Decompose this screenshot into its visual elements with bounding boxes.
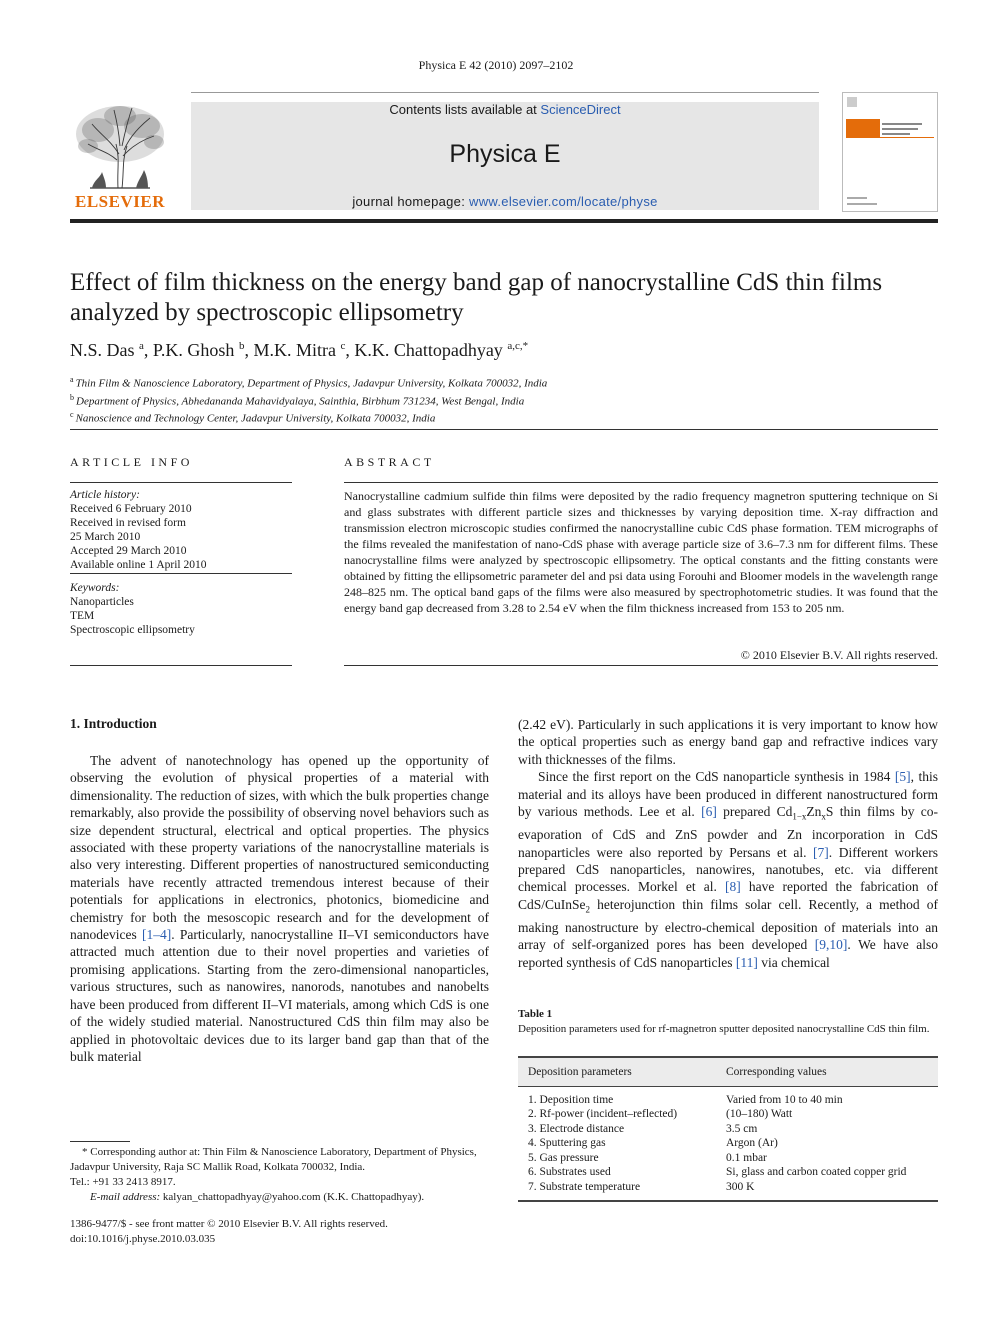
subscript: 1−x <box>792 811 807 822</box>
table-row <box>518 1165 938 1180</box>
footnote <box>70 1145 489 1205</box>
sciencedirect-link[interactable]: ScienceDirect <box>540 102 621 117</box>
author[interactable]: M.K. Mitra $^c$ <box>253 340 346 360</box>
article-info-heading: ARTICLE INFO <box>70 455 193 469</box>
table-row <box>518 1180 938 1195</box>
table-cell: 1. Deposition time <box>528 1093 614 1106</box>
homepage-prefix: journal homepage: <box>352 194 470 209</box>
running-head: Physica E 42 (2010) 2097–2102 <box>418 58 574 72</box>
keyword: TEM <box>70 610 95 622</box>
front-matter <box>70 1217 489 1247</box>
history-item: Received in revised form <box>70 517 186 529</box>
table-header-cell: Deposition parameters <box>528 1065 632 1078</box>
corresponding-author-note: * Corresponding author at: Thin Film & Nanoscience Laboratory, Department of Physics, Jadavpur University, Raja SC Mallik Road, Kolkata 700032, India. <box>70 1146 477 1173</box>
table-cell: (10–180) Watt <box>726 1108 793 1120</box>
divider <box>70 573 292 574</box>
table-cell: 0.1 mbar <box>726 1151 767 1164</box>
table-label: Table 1 <box>518 1008 553 1020</box>
email-line <box>70 1190 489 1205</box>
abstract-text: Nanocrystalline cadmium sulfide thin films were deposited by the radio frequency magnetron sputtering technique on Si and glass substrates with different particle sizes and thicknesses by varying deposition time. X-ray diffraction and transmission electron microscopic studies confirmed the nanocrystalline cubic CdS phase formation. TEM micrographs of the films revealed the manifestation of nano-CdS phase with average particle size of 3.6–7.3 nm for different films. These nanocrystalline films were analyzed by spectroscopic ellipsometry. The optical constants and the fitting constants were obtained by fitting the ellipsometric parameter del and psi data using Forouhi and Bloomer models in the wavelength range 248–825 nm. The optical band gaps of the films were also measured by spectrophotometric studies. It was found that the energy band gap decreased from 3.28 to 2.54 eV when the film thickness increased from 153 to 205 nm. <box>344 489 938 615</box>
article-title: Effect of film thickness on the energy band gap of nanocrystalline CdS thin films analyzed by spectroscopic ellipsometry <box>70 269 883 326</box>
body-column-left <box>70 752 489 1065</box>
citation-link[interactable]: [6] <box>701 804 717 820</box>
table-body <box>518 1087 938 1195</box>
table-caption-text: Deposition parameters used for rf-magnetron sputter deposited nanocrystalline CdS thin film. <box>518 1022 930 1035</box>
table-cell: 7. Substrate temperature <box>528 1180 641 1193</box>
table-row <box>518 1093 938 1108</box>
homepage-line <box>191 194 819 209</box>
affiliation: $^c$ Nanoscience and Technology Center, Jadavpur University, Kolkata 700032, India <box>70 410 436 425</box>
author-list: N.S. Das $^a$, P.K. Ghosh $^b$, M.K. Mitra $^c$, K.K. Chattopadhyay $^{a,c,*}$ <box>70 340 529 360</box>
article-info <box>70 488 292 637</box>
journal-homepage-link[interactable]: www.elsevier.com/locate/physe <box>469 194 658 209</box>
doi-link[interactable]: doi:10.1016/j.physe.2010.03.035 <box>70 1233 216 1245</box>
abstract-heading: ABSTRACT <box>344 455 435 469</box>
table-cell: 3. Electrode distance <box>528 1122 625 1135</box>
table-cell: Argon (Ar) <box>726 1137 778 1149</box>
table-cell: 5. Gas pressure <box>528 1151 599 1164</box>
masthead-bottom-rule <box>70 219 938 223</box>
table-deposition-parameters <box>518 1056 938 1202</box>
citation-link[interactable]: [7] <box>813 844 829 860</box>
table-cell: 2. Rf-power (incident–reflected) <box>528 1108 678 1120</box>
affiliation: $^a$ Thin Film & Nanoscience Laboratory, Department of Physics, Jadavpur University, Kolkata 700032, India <box>70 375 548 390</box>
divider <box>70 482 292 483</box>
table-cell: 3.5 cm <box>726 1122 758 1135</box>
history-label: Article history: <box>70 489 140 501</box>
divider <box>70 429 938 430</box>
affiliation: $^b$ Department of Physics, Abhedananda Mahavidyalaya, Sainthia, Birbhum 731234, West Bengal, India <box>70 392 525 408</box>
table-row <box>518 1151 938 1166</box>
table-row <box>518 1107 938 1122</box>
author[interactable]: K.K. Chattopadhyay $^{a,c,*}$ <box>354 340 529 360</box>
table-header-cell: Corresponding values <box>726 1065 827 1078</box>
history-item: 25 March 2010 <box>70 531 141 543</box>
author[interactable]: P.K. Ghosh $^b$ <box>152 340 245 360</box>
table-bottom-rule <box>518 1200 938 1202</box>
keyword: Nanoparticles <box>70 596 134 608</box>
abstract-copyright: © 2010 Elsevier B.V. All rights reserved. <box>740 648 938 662</box>
table-cell: 4. Sputtering gas <box>528 1137 606 1149</box>
subscript: 2 <box>585 904 591 915</box>
citation-link[interactable]: [1–4] <box>141 927 172 943</box>
email-address[interactable]: kalyan_chattopadhyay@yahoo.com (K.K. Chattopadhyay). <box>160 1191 425 1203</box>
table-cell: Varied from 10 to 40 min <box>726 1093 843 1106</box>
masthead-top-rule <box>191 92 819 93</box>
affiliations <box>70 373 938 426</box>
publisher-wordmark: ELSEVIER <box>75 192 165 211</box>
citation-link[interactable]: [5] <box>894 769 911 785</box>
author[interactable]: N.S. Das $^a$ <box>70 340 144 360</box>
body-column-right <box>518 716 938 971</box>
contents-line <box>191 102 819 117</box>
paragraph: (2.42 eV). Particularly in such applications it is very important to know how the optical properties such as energy band gap and refractive indices vary with thicknesses of the films. <box>518 717 938 767</box>
table-caption <box>518 1007 938 1036</box>
contents-prefix: Contents lists available at <box>389 102 541 117</box>
table-cell: Si, glass and carbon coated copper grid <box>726 1166 907 1178</box>
table-row <box>518 1122 938 1137</box>
history-item: Accepted 29 March 2010 <box>70 545 187 557</box>
table-cell: 300 K <box>726 1180 755 1193</box>
telephone: Tel.: +91 33 2413 8917. <box>70 1176 176 1188</box>
journal-cover-thumbnail-icon <box>842 92 938 212</box>
paragraph: The advent of nanotechnology has opened up the opportunity of observing the evolution of physical properties of a material with dimensionality. The reduction of sizes, with which the bulk properties change remarkably, also provide the possibility of observing novel behaviors such as size dependent structural, electrical and optical properties. The physics associated with these property variations of the nanocrystalline materials is also very interesting. Different properties of nanostructured semiconducting materials have recently attracted tremendous interest because of their potentials for applications in electronics, photonics, biomedicine and chemistry for both the mesoscopic research and for the development of nanodevices [1–4]. Particularly, nanocrystalline II–VI semiconductors have attracted much attention due to their novel properties and varieties of promising applications. Starting from the zero-dimensional nanoparticles, various structures, such as nanowires, nanorods, nanotubes and nanobelts have been produced from different II–VI materials, among which CdS is one of the widely studied material. Nanostructured CdS thin film may also be applied in photovoltaic devices due to its larger band gap than that of the bulk material <box>70 753 489 1064</box>
issn-line: 1386-9477/$ - see front matter © 2010 Elsevier B.V. All rights reserved. <box>70 1218 388 1230</box>
divider <box>344 665 938 666</box>
table-cell: 6. Substrates used <box>528 1166 611 1178</box>
table-header-row <box>518 1058 938 1086</box>
divider <box>344 482 938 483</box>
footnote-rule <box>70 1141 130 1142</box>
citation-link[interactable]: [9,10] <box>814 937 848 953</box>
citation-link[interactable]: [8] <box>725 879 741 895</box>
citation-link[interactable]: [11] <box>735 954 758 970</box>
subscript: x <box>821 811 826 822</box>
section-heading: 1. Introduction <box>70 716 157 731</box>
keywords-label: Keywords: <box>70 582 120 594</box>
paragraph: Since the first report on the CdS nanoparticle synthesis in 1984 [5], this material and its alloys have been produced in different nanostructured form by various methods. Lee et al. [6] prepared $Cd_{1-x}Zn_xS$ thin films by co-evaporation of CdS and ZnS powder and Zn incorporation in CdS nanoparticles were also reported by Persans et al. [7]. Different workers prepared CdS nanoparticles, nanowires, nanotubes, etc. via different chemical processes. Morkel et al. [8] have reported the fabrication of CdS/CuInSe$_2$ heterojunction thin films solar cell. Recently, a method of making nanostructure by electro-chemical deposition of materials into an array of self-organized pores has been developed [9,10]. We have also reported synthesis of CdS nanoparticles [11] via chemical <box>518 769 939 970</box>
email-label: E-mail address: <box>90 1191 161 1203</box>
keyword: Spectroscopic ellipsometry <box>70 624 195 636</box>
history-item: Available online 1 April 2010 <box>70 559 207 571</box>
table-row <box>518 1136 938 1151</box>
journal-name: Physica E <box>449 140 561 168</box>
divider <box>70 665 292 666</box>
history-item: Received 6 February 2010 <box>70 503 192 515</box>
